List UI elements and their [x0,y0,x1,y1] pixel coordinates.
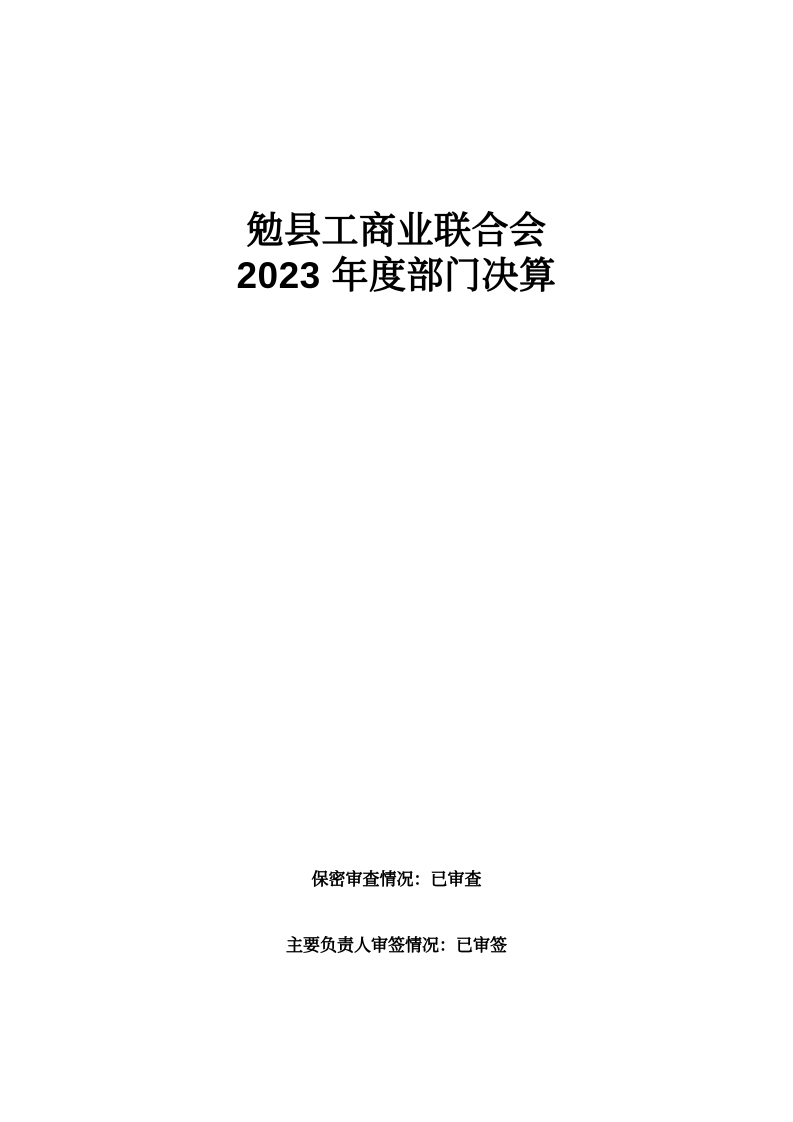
cover-title [0,208,793,298]
principal-signoff-status: 主要负责人审签情况：已审签 [286,936,507,955]
confidentiality-review-status: 保密审查情况：已审查 [311,870,482,889]
cover-footer [0,868,793,958]
cover-title-line-1: 勉县工商业联合会 [246,210,547,251]
cover-title-line-2: 2023 年度部门决算 [236,255,557,296]
